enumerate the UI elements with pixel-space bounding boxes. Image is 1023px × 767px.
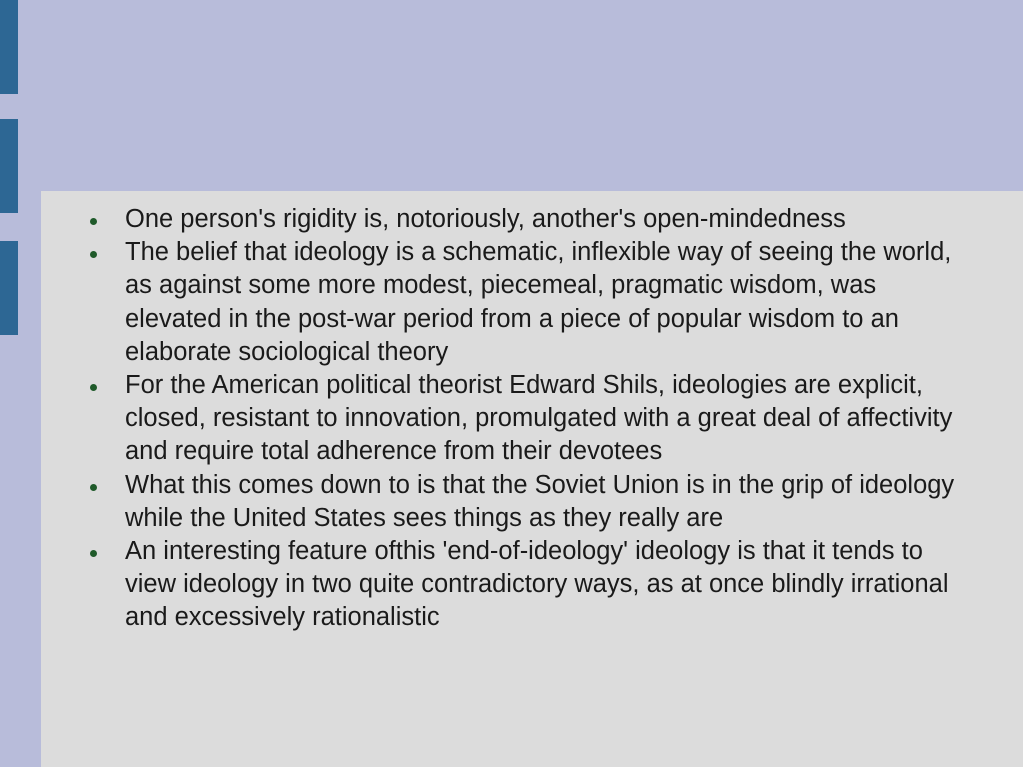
bullet-text: For the American political theorist Edward Shils, ideologies are explicit, closed, resistant to innovation, promulgated with a great deal of affectivity and require total adherence from their devotees [125,371,953,466]
list-item [125,535,955,635]
bullet-dot-icon [90,550,97,557]
accent-bar-bottom [0,241,18,335]
list-item [125,469,955,535]
list-item [125,369,955,469]
bullet-list [125,203,955,635]
accent-bar-top [0,0,18,94]
bullet-text: One person's rigidity is, notoriously, another's open-mindedness [125,205,846,233]
bullet-text: What this comes down to is that the Soviet Union is in the grip of ideology while the United States sees things as they really are [125,470,955,532]
list-item [125,236,955,369]
bullet-dot-icon [90,484,97,491]
bullet-dot-icon [90,218,97,225]
list-item [125,203,955,236]
bullet-dot-icon [90,251,97,258]
bullet-text: The belief that ideology is a schematic, inflexible way of seeing the world, as against some more modest, piecemeal, pragmatic wisdom, was elevated in the post-war period from a piece of popular wisdom to an elaborate sociological theory [125,238,952,366]
content-panel [41,191,1023,767]
bullet-text: An interesting feature ofthis 'end-of-ideology' ideology is that it tends to view ideology in two quite contradictory ways, as at once blindly irrational and excessively rationalistic [125,537,949,632]
accent-bar-middle [0,119,18,213]
bullet-dot-icon [90,384,97,391]
